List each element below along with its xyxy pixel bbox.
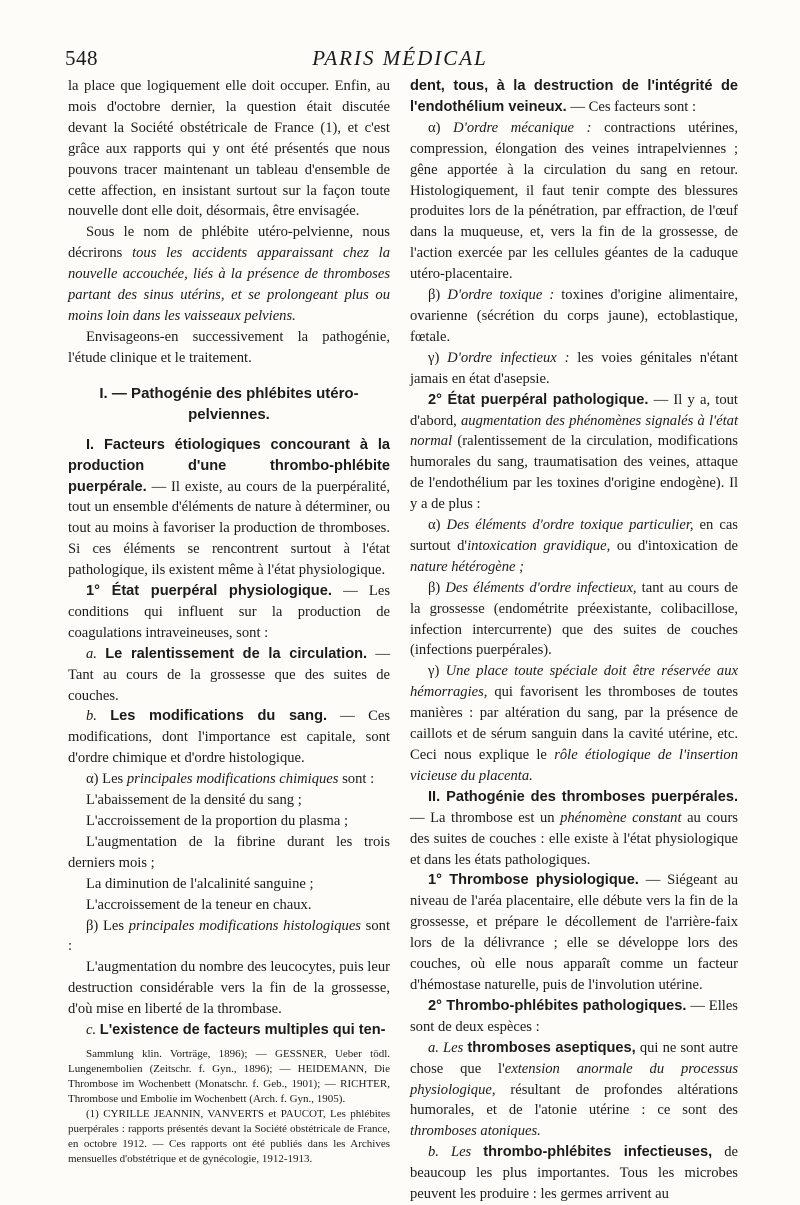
paragraph: a. Le ralentissement de la circulation. — Tant au cours de la grossesse que des suites de couches. [68,645,390,704]
list-item: L'accroissement de la teneur en chaux. [86,896,312,913]
paragraph: α) D'ordre mécanique : contractions utérines, compression, élongation des veines intrapelviennes ; gêne apportée à la circulation du sang en retour. Histologiquement, il faut tenir compte des blessures produites lors de la pénétration, par effraction, de l'œuf dans la muqueuse, et, vers la fin de la grossesse, de l'action exercée par les cellules géantes de la caduque utéro-placentaire. [410,119,738,283]
paragraph: c. L'existence de facteurs multiples qui ten- [86,1022,386,1039]
paragraph: L'augmentation du nombre des leucocytes, puis leur destruction considérable vers la fin de la grossesse, d'où mise en liberté de la thrombase. [68,959,390,1018]
paragraph: β) Des éléments d'ordre infectieux, tant au cours de la grossesse (endométrite préexistante, colibacillose, infection intercurrente) que des suites de couches (infections puerpérales). [410,579,739,659]
paragraph: b. Les modifications du sang. — Ces modifications, dont l'importance est capitale, sont d'ordre chimique et d'ordre histologique. [68,708,391,767]
paragraph: α) Les principales modifications chimiques sont : [86,771,375,788]
paragraph: β) D'ordre toxique : toxines d'origine alimentaire, ovarienne (sécrétion du corps jaune), ectoblastique, fœtale. [410,287,739,345]
right-column [410,76,738,1205]
paragraph: dent, tous, à la destruction de l'intégrité de l'endothélium veineux. — Ces facteurs sont : [410,78,738,115]
list-item: L'accroissement de la proportion du plasma ; [86,813,348,829]
footnote: Sammlung klin. Vorträge, 1896); — GESSNER, Ueber tödl. Lungenembolien (Zeitschr. f. Gyn., 1896); — HEIDEMANN, Die Thrombose im Wochenbett (Monatschr. f. Geb., 1901); — RICHTER, Thrombose und Embolie im Wochenbett (Arch. f. Gyn., 1905). [68,1047,390,1105]
paragraph: II. Pathogénie des thromboses puerpérales. — La thrombose est un phénomène constant au cours des suites de couches : elle existe à l'état physiologique et dans les états pathologiques. [410,788,738,868]
paragraph: b. Les thrombo-phlébites infectieuses, de beaucoup les plus importantes. Tous les microbes peuvent les produire : les germes arrivent au [410,1144,738,1203]
paragraph: 2° État puerpéral pathologique. — Il y a, tout d'abord, augmentation des phénomènes signalés à l'état normal (ralentissement de la circulation, modifications humorales du sang, traumatisation des veines, attaque de l'endothélium par les toxines d'origine endogène). Il y a de plus : [410,391,739,513]
paragraph: 1° État puerpéral physiologique. — Les conditions qui influent sur la production de coagulations intraveineuses, sont : [68,583,390,641]
paragraph: γ) D'ordre infectieux : les voies génitales n'étant jamais en état d'asepsie. [410,349,738,387]
list-item: L'augmentation de la fibrine durant les trois derniers mois ; [68,833,390,871]
section-heading: I. — Pathogénie des phlébites utéro-pelviennes. [99,384,359,423]
footnote: (1) CYRILLE JEANNIN, VANVERTS et PAUCOT, Les phlébites puerpérales : rapports présentés devant la Société obstétricale de France, en octobre 1912. — Ces rapports ont été publiés dans les Archives mensuelles d'obstétrique et de gynécologie, 1912-1913. [68,1107,390,1165]
paragraph: α) Des éléments d'ordre toxique particulier, en cas surtout d'intoxication gravidique, ou d'intoxication de nature hétérogène ; [410,517,738,575]
paragraph: Envisageons-en successivement la pathogénie, l'étude clinique et le traitement. [68,328,390,366]
paragraph: β) Les principales modifications histologiques sont : [68,917,390,955]
footnotes [68,1047,390,1167]
page-number: 548 [65,46,98,70]
journal-title: PARIS MÉDICAL [312,46,488,70]
paragraph: a. Les thromboses aseptiques, qui ne sont autre chose que l'extension anormale du processus physiologique, résultant de profondes altérations humorales, et de l'atonie utérine : ce sont des thromboses atoniques. [410,1039,739,1140]
left-column [68,76,390,1167]
paragraph: I. Facteurs étiologiques concourant à la production d'une thrombo-phlébite puerpérale. — Il existe, au cours de la puerpéralité, tout un ensemble d'éléments de nature à déterminer, ou tout au moins à favoriser la production de thromboses. Si ces éléments se rencontrent surtout à l'état pathologique, ils existent même à l'état physiologique. [68,436,390,579]
paragraph: 2° Thrombo-phlébites pathologiques. — Elles sont de deux espèces : [410,997,738,1035]
running-header [0,46,800,72]
paragraph: Sous le nom de phlébite utéro-pelvienne, nous décrirons tous les accidents apparaissant chez la nouvelle accouchée, liés à la présence de thromboses partant des sinus utérins, et se prolongeant plus ou moins loin dans les vaisseaux pelviens. [68,224,390,324]
paragraph: la place que logiquement elle doit occuper. Enfin, au mois d'octobre dernier, la question était discutée devant la Société obstétricale de France (1), et c'est grâce aux rapports qui y ont été présentés que nous pouvons tracer maintenant un tableau d'ensemble de cette affection, en insistant surtout sur la façon toute nouvelle dont elle doit, désormais, être envisagée. [68,78,390,220]
list-item: La diminution de l'alcalinité sanguine ; [86,875,314,892]
paragraph: 1° Thrombose physiologique. — Siégeant au niveau de l'aréa placentaire, elle débute vers la fin de la grossesse, et prépare le décollement de l'arrière-faix lors de la délivrance ; elle se développe lors des couches, où elle nous apparaît comme un facteur d'hémostase naturelle, puis de l'involution utérine. [410,872,738,993]
paragraph: γ) Une place toute spéciale doit être réservée aux hémorragies, qui favorisent les thromboses de toutes manières : par altération du sang, par la présence de caillots et de sérum sanguin dans la cavité utérine, etc. Ceci nous explique le rôle étiologique de l'insertion vicieuse du placenta. [410,663,739,784]
list-item: L'abaissement de la densité du sang ; [86,792,302,809]
